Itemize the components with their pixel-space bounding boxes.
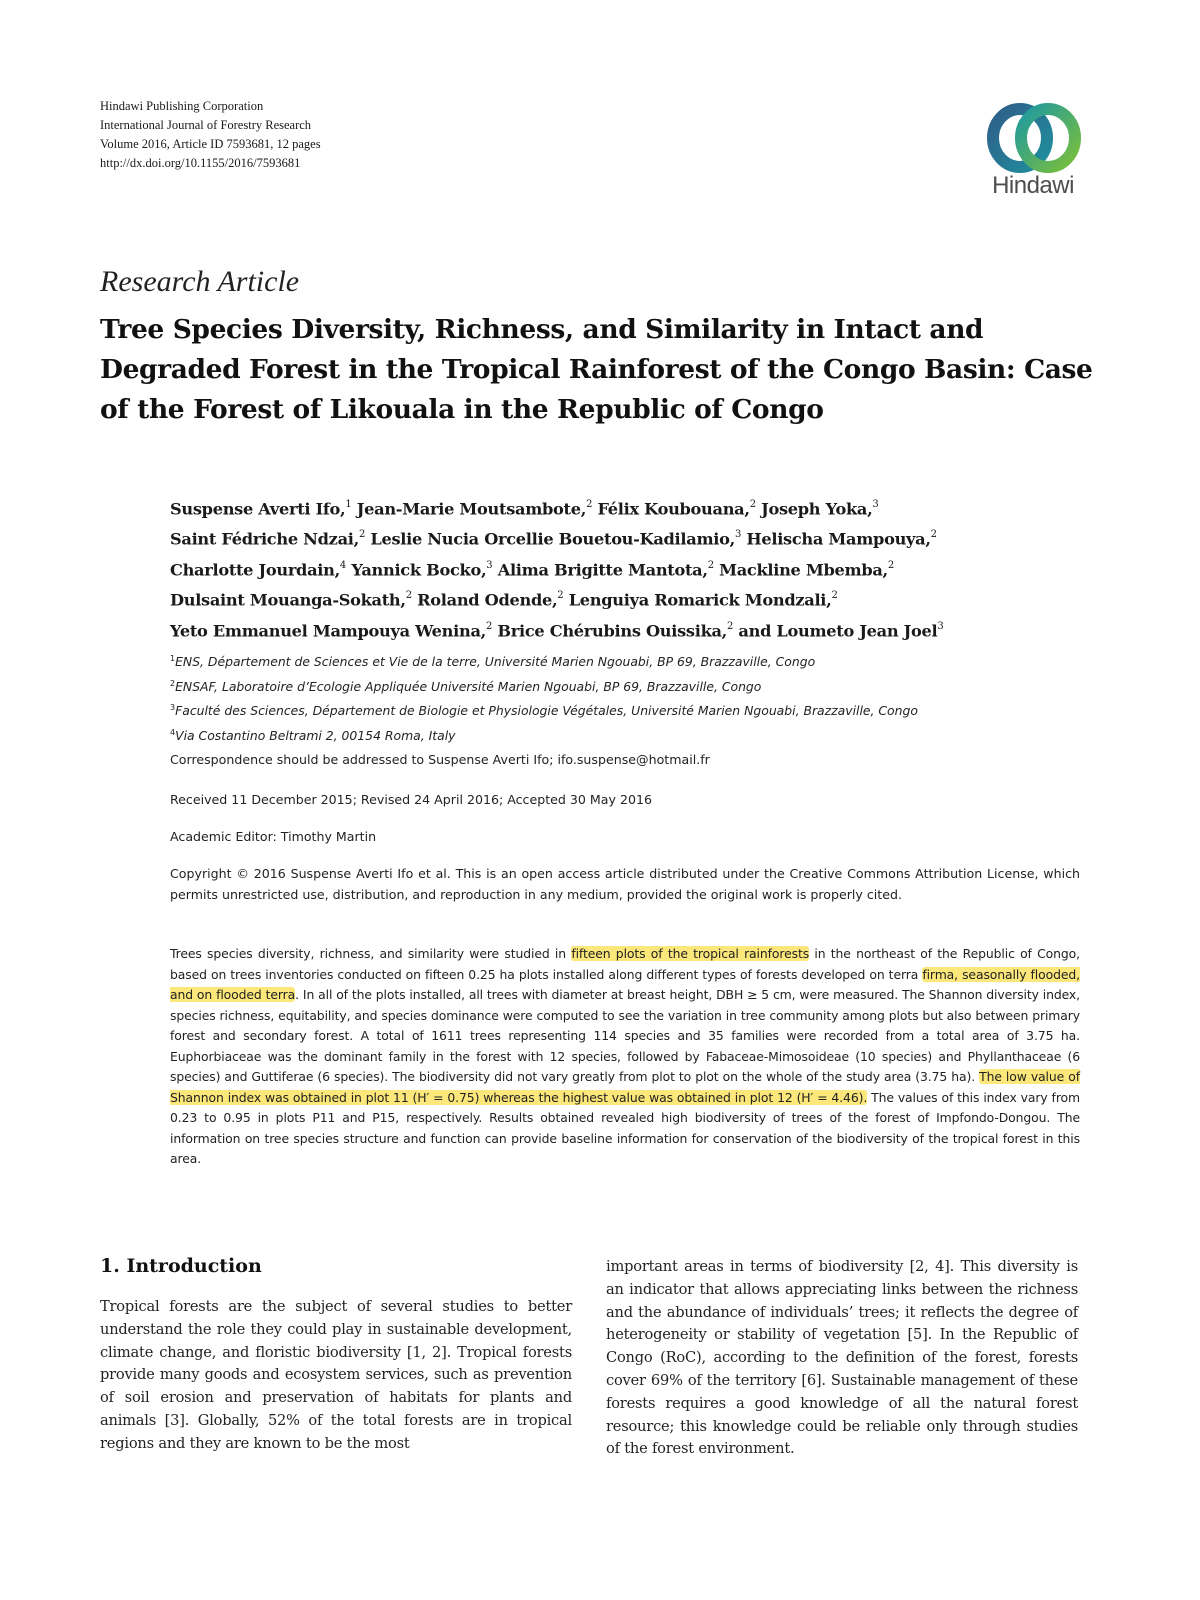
author-name: Charlotte Jourdain, [170,560,340,580]
affiliation-number: 1 [170,654,176,663]
author-affiliation-number: 3 [734,529,742,541]
author-affiliation-number: 3 [937,620,944,632]
author-name: Alima Brigitte Mantota, [497,560,708,580]
author-affiliation-number: 3 [486,559,493,571]
author-line [170,583,1110,613]
author-affiliation-number: 2 [749,499,756,510]
author-line [170,492,1110,522]
abstract-highlight: firma, seasonally flooded, and on flooded terra [170,966,1080,1002]
author-affiliation-number: 3 [872,499,879,510]
publisher-name: Hindawi Publishing Corporation [100,99,264,113]
abstract-text: The values of this index vary from 0.23 to 0.95 in plots P11 and P15, respectively. Results obtained revealed high biodiversity of trees of the forest of Impfondo-Dongou. The information on tree species structure and function can provide baseline information for conservation of the biodiversity of the tropical forest in this area. [170,1089,1080,1166]
author-affiliation-number: 2 [586,499,593,510]
author-affiliation-number: 1 [345,499,352,510]
author-affiliation-number: 2 [485,620,493,632]
author-name: Joseph Yoka, [761,499,873,519]
author-name: Helischa Mampouya, [746,529,931,549]
intro-left-column: Tropical forests are the subject of several studies to better understand the role they could play in sustainable development, climate change, and floristic biodiversity [1, 2]. Tropical forests provide many goods and ecosystem services, such as prevention of soil erosion and preservation of habitats for plants and animals [3]. Globally, 52% of the total forests are in tropical regions and they are known to be the most [100,1298,572,1452]
affiliation-text: ENSAF, Laboratoire d’Ecologie Appliquée Université Marien Ngouabi, BP 69, Brazzaville, Congo [175,678,762,694]
author-line [170,522,1110,552]
article-type: Research Article [100,265,300,298]
correspondence: Correspondence should be addressed to Suspense Averti Ifo; ifo.suspense@hotmail.fr [170,752,710,767]
author-name: Jean-Marie Moutsambote, [356,499,587,519]
affiliation-text: Via Costantino Beltrami 2, 00154 Roma, Italy [175,728,456,743]
hindawi-logo-icon [984,100,1084,176]
abstract-highlight: The low value of Shannon index was obtained in plot 11 (H′ = 0.75) whereas the highest value was obtained in plot 12 (H′ = 4.46). [170,1069,1080,1105]
affiliation-number: 2 [170,678,176,688]
journal-name: International Journal of Forestry Research [100,118,312,132]
abstract-text: in the northeast of the Republic of Congo, based on trees inventories conducted on fifteen 0.25 ha plots installed along different types of forests developed on terra [170,946,1080,982]
affiliation [170,722,918,747]
author-line [170,553,1110,583]
author-affiliation-number: 2 [707,559,714,571]
affiliation [170,673,918,698]
author-name: Lenguiya Romarick Mondzali, [568,590,832,610]
author-name: Saint Fédriche Ndzai, [170,529,359,549]
section-heading: 1. Introduction [100,1255,262,1277]
author-list [170,492,1110,644]
author-affiliation-number: 2 [405,590,412,602]
author-affiliation-number: 4 [339,559,346,571]
author-affiliation-number: 2 [557,590,564,602]
author-name: Brice Chérubins Ouissika, [497,620,728,640]
author-name: Leslie Nucia Orcellie Bouetou-Kadilamio, [370,529,735,549]
affiliation [170,697,918,722]
hindawi-logo [978,100,1098,200]
author-name: Yeto Emmanuel Mampouya Wenina, [170,620,486,640]
author-name: Roland Odende, [417,590,558,610]
abstract-text: . In all of the plots installed, all trees with diameter at breast height, DBH ≥ 5 cm, were measured. The Shannon diversity index, species richness, equitability, and species dominance were computed to see the variation in tree community among plots but also between primary forest and secondary forest. A total of 1611 trees representing 114 species and 35 families were recorded from a total area of 3.75 ha. Euphorbiaceae was the dominant family in the forest with 12 species, followed by Fabaceae-Mimosoideae (10 species) and Phyllanthaceae (6 species) and Guttiferae (6 species). The biodiversity did not vary greatly from plot to plot on the whole of the study area (3.75 ha). [170,987,1080,1084]
author-name: Dulsaint Mouanga-Sokath, [170,590,406,610]
abstract-text: Trees species diversity, richness, and similarity were studied in [170,946,572,961]
author-affiliation-number: 2 [727,620,734,632]
author-name: Mackline Mbemba, [719,560,888,580]
affiliation-list [170,648,918,747]
affiliation-text: ENS, Département de Sciences et Vie de la terre, Université Marien Ngouabi, BP 69, Brazzaville, Congo [175,654,816,670]
author-affiliation-number: 2 [930,529,937,541]
publication-info [100,97,321,173]
article-title: Tree Species Diversity, Richness, and Similarity in Intact and Degraded Forest in the Tropical Rainforest of the Congo Basin: Case of the Forest of Likouala in the Republic of Congo [100,314,1093,425]
logo-text: Hindawi [992,172,1074,199]
abstract-highlight: fifteen plots of the tropical rainforests [571,946,810,961]
author-affiliation-number: 2 [831,590,838,602]
copyright-notice: Copyright © 2016 Suspense Averti Ifo et al. This is an open access article distributed under the Creative Commons Attribution License, which permits unrestricted use, distribution, and reproduction in any medium, provided the original work is properly cited. [170,866,1080,902]
intro-right-column: important areas in terms of biodiversity [2, 4]. This diversity is an indicator that allows appreciating links between the richness and the abundance of individuals’ trees; it reflects the degree of heterogeneity or stability of vegetation [5]. In the Republic of Congo (RoC), according to the definition of the forest, forests cover 69% of the territory [6]. Sustainable management of these forests requires a good knowledge of all the natural forest resource; this knowledge could be reliable only through studies of the forest environment. [606,1258,1078,1458]
author-name: Félix Koubouana, [597,499,750,519]
author-affiliation-number: 2 [358,529,366,541]
affiliation-number: 4 [170,727,176,737]
author-name: and Loumeto Jean Joel [738,620,938,640]
received-dates: Received 11 December 2015; Revised 24 April 2016; Accepted 30 May 2016 [170,792,653,807]
author-name: Suspense Averti Ifo, [170,499,346,519]
affiliation-text: Faculté des Sciences, Département de Biologie et Physiologie Végétales, Université Marien Ngouabi, Brazzaville, Congo [175,703,918,719]
author-line [170,614,1110,644]
author-affiliation-number: 2 [887,559,894,571]
author-name: Yannick Bocko, [351,560,487,580]
abstract [170,944,1080,1170]
doi-link[interactable]: http://dx.doi.org/10.1155/2016/7593681 [100,156,301,170]
affiliation [170,648,918,673]
volume-info: Volume 2016, Article ID 7593681, 12 pages [100,137,321,151]
affiliation-number: 3 [170,703,176,713]
academic-editor: Academic Editor: Timothy Martin [170,829,377,844]
